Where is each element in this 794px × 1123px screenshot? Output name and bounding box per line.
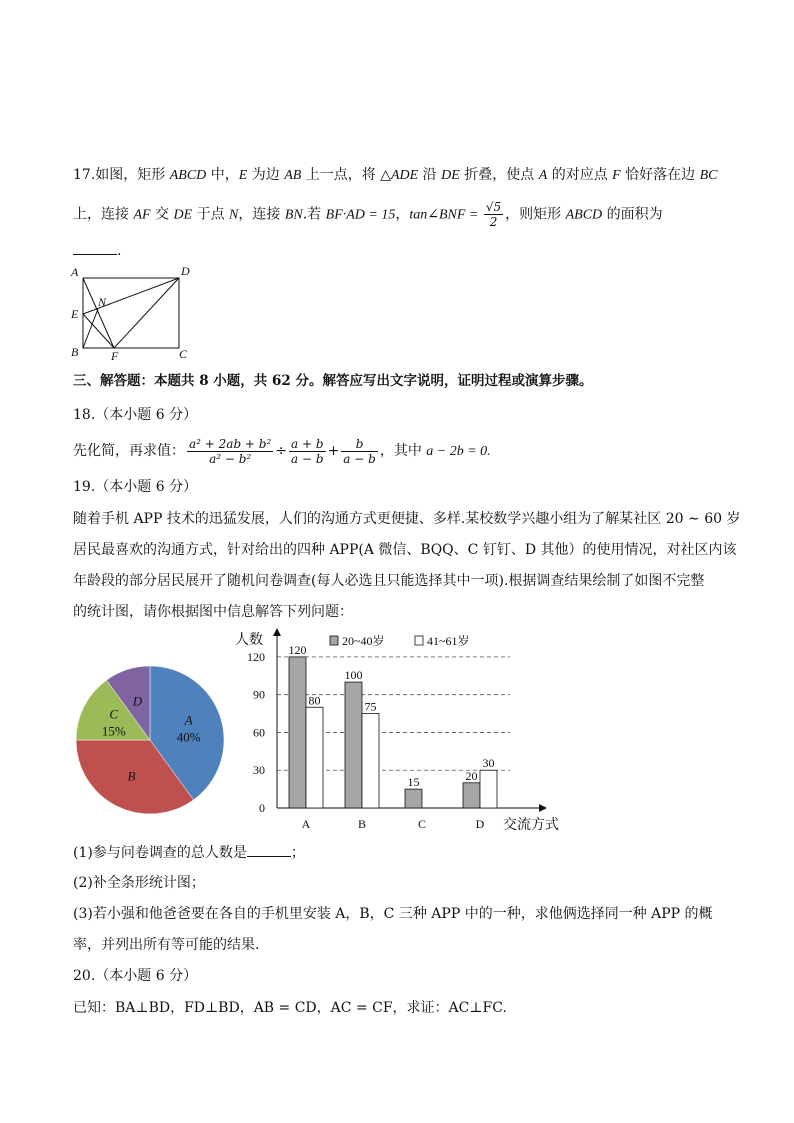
y-tick-label: 0 xyxy=(259,801,265,815)
pie-chart xyxy=(70,660,230,820)
q19-sub-2: (2)补全条形统计图； xyxy=(73,875,205,891)
q19-para-1: 随着手机 APP 技术的迅猛发展，人们的沟通方式更便捷、多样.某校数学兴趣小组为了解某社区 20 ∼ 60 岁 xyxy=(73,511,741,527)
label-A: A xyxy=(71,265,79,279)
legend-swatch xyxy=(330,636,338,645)
tan-fraction: $\frac{√5}{2}$ xyxy=(485,200,502,229)
q19-sub-1: (1)参与问卷调查的总人数是 ； xyxy=(73,842,305,863)
label-E: E xyxy=(71,307,79,321)
legend-label: 20~40岁 xyxy=(342,634,385,648)
bar-value-label: 120 xyxy=(288,642,307,657)
y-axis-label: 人数 xyxy=(235,633,263,648)
bar-value-label: 20 xyxy=(465,768,478,783)
q17-line1: 17.如图，矩形 ABCD 中，E 为边 AB 上一点，将 △ADE 沿 DE 折叠，使点 A 的对应点 F 恰好落在边 BC xyxy=(73,167,718,183)
q19-sub-3a: (3)若小强和他爸爸要在各自的手机里安装 A，B，C 三种 APP 中的一种，求他俩选择同一种 APP 的概 xyxy=(73,906,713,922)
pie-pct-C: 15% xyxy=(101,723,126,739)
q20-head: 20.（本小题 6 分） xyxy=(73,968,198,984)
y-tick-label: 60 xyxy=(253,725,265,740)
q18-expression: 先化简，再求值： $\frac{\text{a² + 2ab + b²}}{\text{a² − b²}}$ ÷ $\frac{a + b}{a - b}$ + $\frac{b}{a - b}$ ，其中 a − 2b = 0. xyxy=(73,436,491,466)
pie-label-C: C xyxy=(109,706,119,722)
q17-line2: 上，连接 AF 交 DE 于点 N，连接 BN.若 BF·AD = 15，tan∠BNF = $\frac{√5}{2}$ ，则矩形 ABCD 的面积为 xyxy=(73,200,663,229)
bar-C-0 xyxy=(405,789,422,808)
x-tick-label: D xyxy=(475,817,485,831)
q19-para-4: 的统计图，请你根据图中信息解答下列问题： xyxy=(73,604,353,620)
q17-answer-blank: . xyxy=(73,240,121,261)
y-tick-label: 90 xyxy=(253,687,265,702)
bar-value-label: 30 xyxy=(482,756,495,771)
answer-blank xyxy=(73,240,117,255)
q19-sub-3b: 率，并列出所有等可能的结果. xyxy=(73,937,260,953)
bar-value-label: 100 xyxy=(344,668,363,683)
bar-value-label: 75 xyxy=(364,699,377,714)
label-N: N xyxy=(98,295,107,309)
answer-blank xyxy=(247,842,291,857)
y-axis-arrow xyxy=(273,628,281,636)
legend-label: 41~61岁 xyxy=(427,634,470,648)
bar-A-0 xyxy=(289,657,306,808)
bar-D-0 xyxy=(463,783,480,808)
pie-label-A: A xyxy=(184,712,193,728)
legend-swatch xyxy=(415,636,423,645)
q20-text: 已知：BA⊥BD，FD⊥BD，AB = CD，AC = CF，求证：AC⊥FC. xyxy=(73,1000,507,1016)
x-axis-label: 交流方式 xyxy=(503,818,559,833)
bar-value-label: 80 xyxy=(308,693,321,708)
pie-label-D: D xyxy=(132,693,143,709)
q18-head: 18.（本小题 6 分） xyxy=(73,407,198,423)
y-tick-label: 30 xyxy=(253,763,265,778)
x-tick-label: A xyxy=(301,817,311,831)
section3-header: 三、解答题：本题共 8 小题，共 62 分。解答应写出文字说明，证明过程或演算步骤。 xyxy=(73,373,593,389)
q19-para-2: 居民最喜欢的沟通方式，针对给出的四种 APP(A 微信、BQQ、C 钉钉、D 其他）的使用情况，对社区内该 xyxy=(73,542,737,558)
pie-pct-A: 40% xyxy=(176,729,201,745)
q19-para-3: 年龄段的部分居民展开了随机问卷调查(每人必选且只能选择其中一项).根据调查结果绘制了如图不完整 xyxy=(73,573,705,589)
bar-D-1 xyxy=(480,770,497,808)
bar-B-0 xyxy=(345,682,362,808)
label-C: C xyxy=(179,347,188,361)
bar-A-1 xyxy=(306,707,323,808)
x-tick-label: B xyxy=(357,817,367,831)
rectangle-figure xyxy=(65,262,195,362)
x-tick-label: C xyxy=(417,817,427,831)
pie-label-B: B xyxy=(127,768,136,784)
bar-chart xyxy=(225,628,580,838)
bar-value-label: 15 xyxy=(407,775,420,790)
label-D: D xyxy=(181,264,190,278)
x-axis-arrow xyxy=(539,804,547,812)
q19-head: 19.（本小题 6 分） xyxy=(73,479,198,495)
label-F: F xyxy=(111,349,119,362)
label-B: B xyxy=(71,345,79,359)
y-tick-label: 120 xyxy=(247,649,265,664)
bar-B-1 xyxy=(362,714,379,808)
